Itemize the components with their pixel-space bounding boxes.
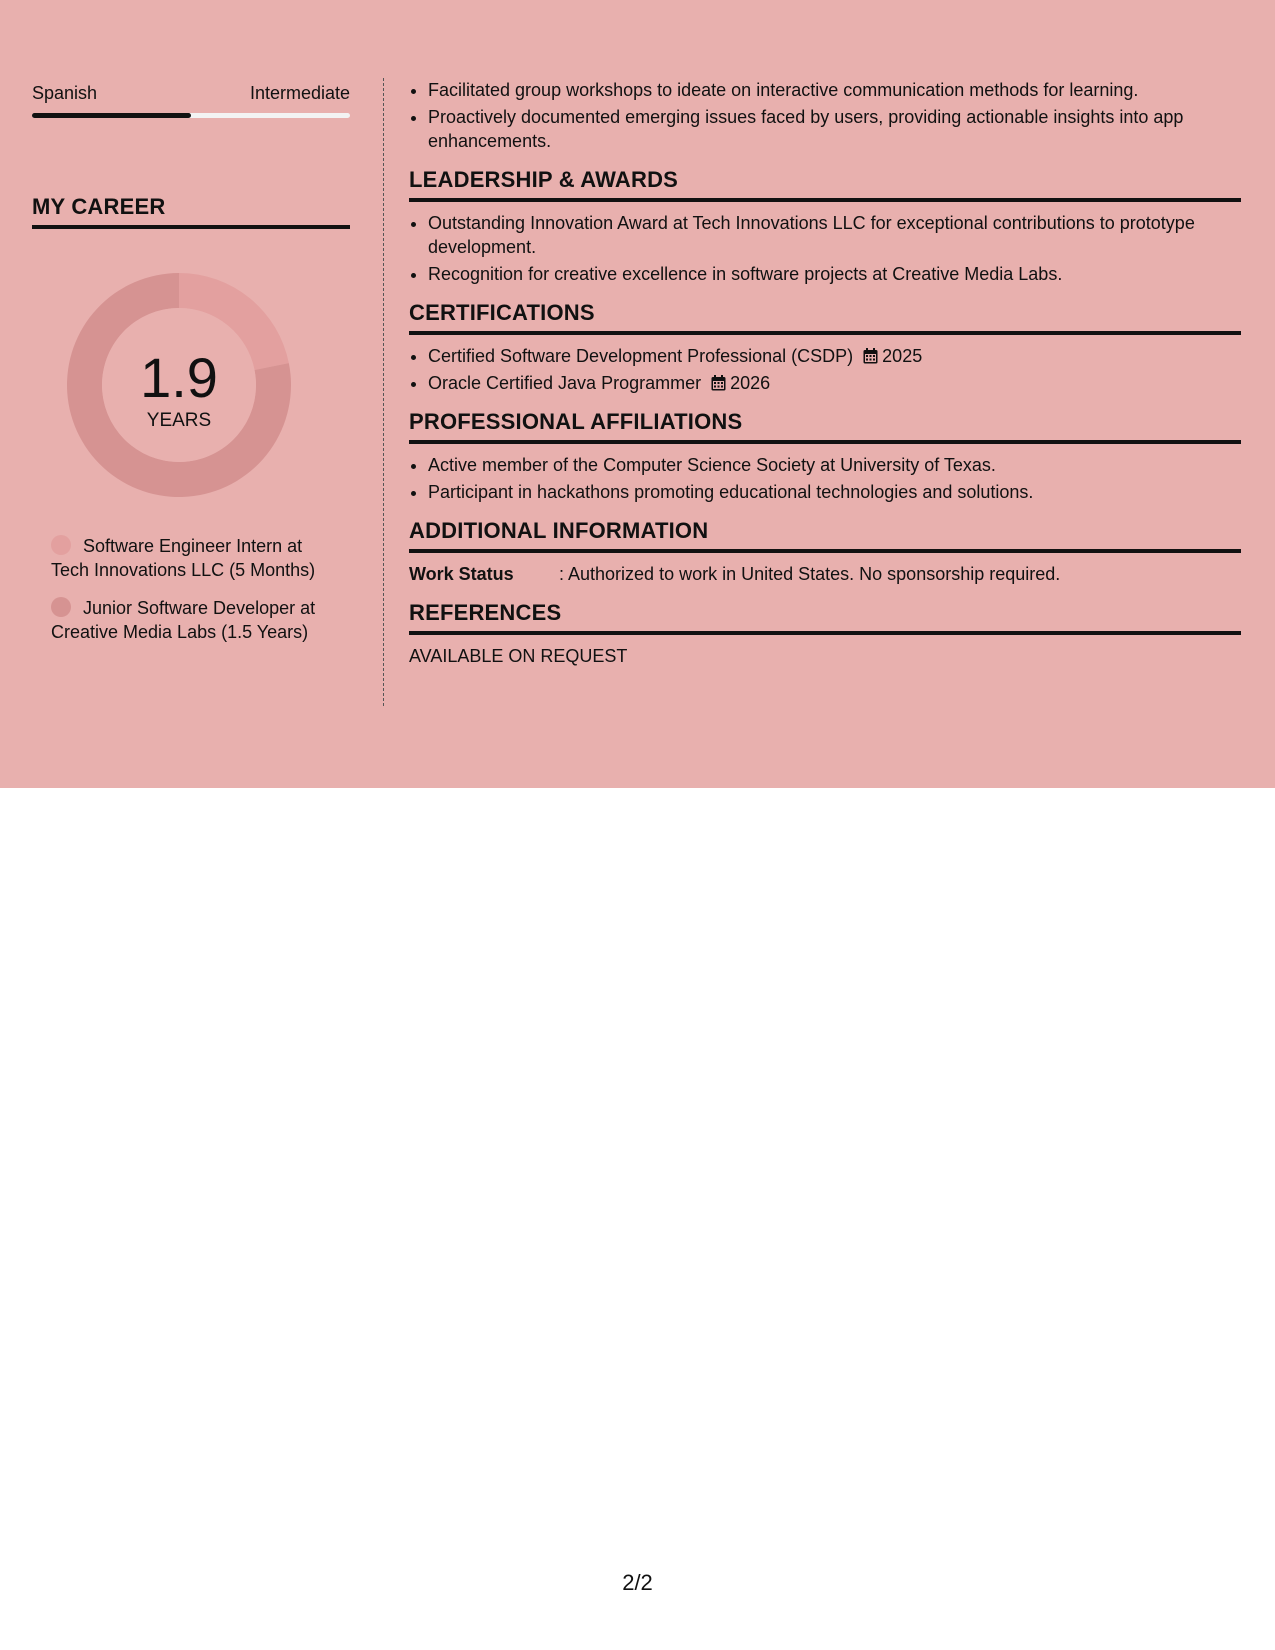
donut-center: [66, 272, 292, 498]
list-item: • Proactively documented emerging issues faced by users, providing actionable insights into app enhancements.: [428, 105, 1241, 153]
certification-name: Certified Software Development Professional (CSDP): [428, 346, 854, 366]
legend-dot-intern: [51, 535, 71, 555]
career-total-value: 1.9: [140, 346, 218, 409]
calendar-icon: [711, 375, 726, 391]
work-status-row: [409, 562, 1241, 586]
legend-label: Software Engineer Intern at Tech Innovations LLC (5 Months): [51, 536, 316, 580]
certification-year: 2026: [730, 373, 771, 393]
career-legend: [51, 534, 331, 644]
career-heading: MY CAREER: [32, 194, 350, 229]
page-number: 2/2: [622, 1570, 653, 1595]
leadership-heading: LEADERSHIP & AWARDS: [409, 167, 1241, 202]
career-total-unit: YEARS: [146, 410, 212, 431]
calendar-icon: [863, 348, 878, 364]
list-item: [428, 344, 1241, 368]
work-status-label: Work Status: [409, 564, 514, 584]
additional-info-heading: ADDITIONAL INFORMATION: [409, 518, 1241, 553]
language-level: Intermediate: [249, 83, 350, 103]
certifications-heading: CERTIFICATIONS: [409, 300, 1241, 335]
certification-year: 2025: [882, 346, 923, 366]
certifications-list: [409, 344, 1241, 395]
list-item: • Facilitated group workshops to ideate on interactive communication methods for learning.: [428, 78, 1241, 102]
leadership-list: [409, 211, 1241, 286]
affiliations-heading: PROFESSIONAL AFFILIATIONS: [409, 409, 1241, 444]
column-divider: [383, 78, 384, 706]
list-item: • Participant in hackathons promoting educational technologies and solutions.: [428, 480, 1241, 504]
legend-dot-junior: [51, 597, 71, 617]
legend-item: [51, 534, 331, 582]
certification-name: Oracle Certified Java Programmer: [428, 373, 702, 393]
references-text: AVAILABLE ON REQUEST: [409, 646, 628, 666]
legend-label: Junior Software Developer at Creative Media Labs (1.5 Years): [51, 598, 316, 642]
experience-bullets: [409, 78, 1241, 153]
language-name: Spanish: [32, 83, 98, 103]
main-content: [409, 78, 1241, 668]
sidebar: [32, 78, 350, 658]
references-heading: REFERENCES: [409, 600, 1241, 635]
list-item: • Active member of the Computer Science Society at University of Texas.: [428, 453, 1241, 477]
language-row: [32, 82, 350, 104]
work-status-value: : Authorized to work in United States. No sponsorship required.: [559, 564, 1061, 584]
affiliations-list: [409, 453, 1241, 504]
language-proficiency-fill: [32, 113, 191, 118]
list-item: • Outstanding Innovation Award at Tech Innovations LLC for exceptional contributions to prototype development.: [428, 211, 1241, 259]
language-proficiency-bar: [32, 113, 350, 118]
list-item: [428, 371, 1241, 395]
list-item: • Recognition for creative excellence in software projects at Creative Media Labs.: [428, 262, 1241, 286]
career-donut-chart: [66, 272, 292, 498]
legend-item: [51, 596, 331, 644]
